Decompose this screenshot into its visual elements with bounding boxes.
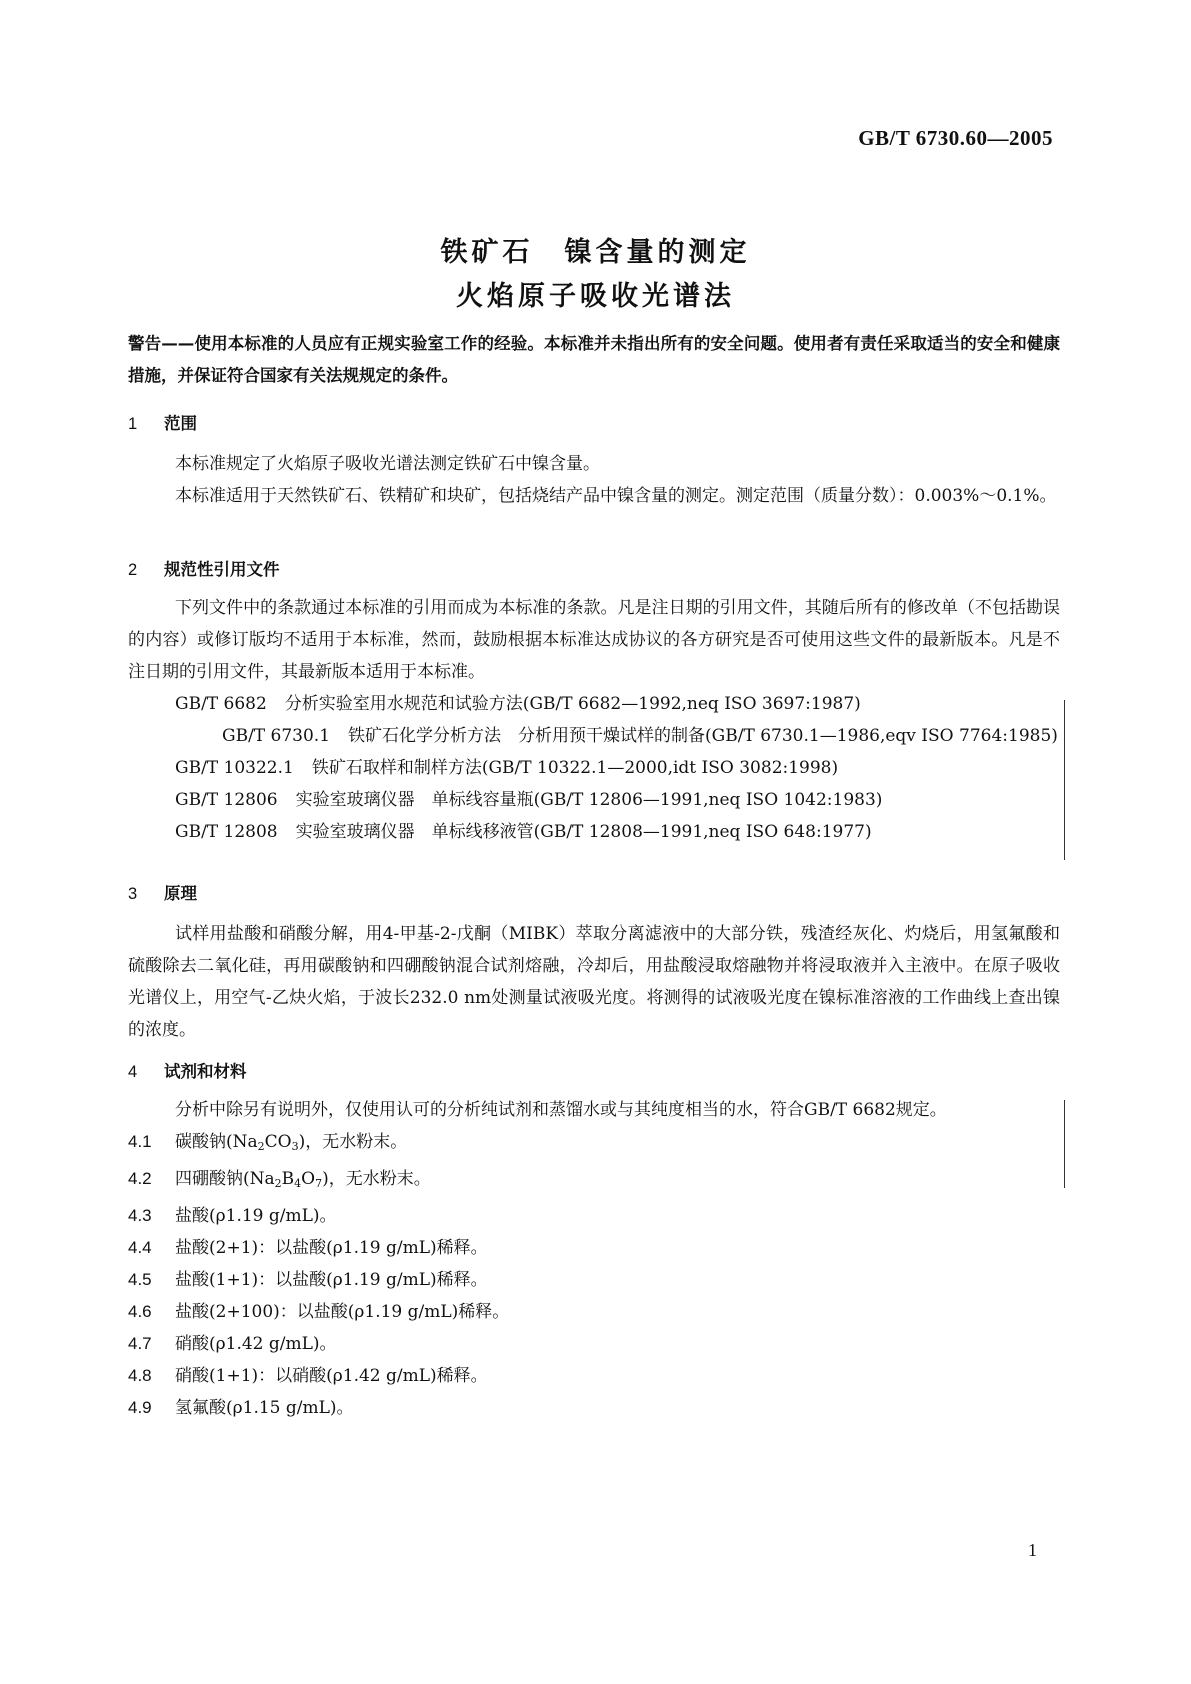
reference-title: 分析实验室用水规范和试验方法(GB/T 6682—1992,neq ISO 3697:1987) [284,694,861,714]
reference-title: 铁矿石取样和制样方法(GB/T 10322.1—2000,idt ISO 3082:1998) [311,758,839,778]
item-number: 4.7 [128,1334,152,1353]
item-number: 4.5 [128,1270,152,1289]
section-number: 4 [128,1063,138,1081]
section-title: 范围 [164,414,197,433]
reference-code: GB/T 12808 [175,822,278,842]
item-text-part: 四硼酸钠(Na [175,1169,275,1189]
reference-item [128,784,1060,816]
subscript: 2 [257,1140,265,1153]
item-number: 4.9 [128,1398,152,1417]
reagent-item [128,1126,1060,1163]
section-number: 3 [128,885,138,903]
standard-code: GB/T 6730.60—2005 [858,126,1053,150]
reference-item [128,720,1060,752]
item-number: 4.8 [128,1366,152,1385]
item-text: 盐酸(2+1)：以盐酸(ρ1.19 g/mL)稀释。 [175,1238,488,1258]
reagent-item [128,1232,1060,1264]
section-2-body [128,592,1060,848]
document-title-line2: 火焰原子吸收光谱法 [456,281,735,312]
item-text: 硝酸(ρ1.42 g/mL)。 [175,1334,337,1354]
paragraph: 试样用盐酸和硝酸分解，用4-甲基-2-戊酮（MIBK）萃取分离滤液中的大部分铁，残渣经灰化、灼烧后，用氢氟酸和硫酸除去二氧化硅，再用碳酸钠和四硼酸钠混合试剂熔融，冷却后，用盐酸浸取熔融物并将浸取液并入主液中。在原子吸收光谱仪上，用空气-乙炔火焰，于波长232.0 nm处测量试液吸光度。将测得的试液吸光度在镍标准溶液的工作曲线上查出镍的浓度。 [128,924,1060,1040]
reference-code: GB/T 6730.1 [222,726,331,746]
reagent-item [128,1360,1060,1392]
reference-item [128,816,1060,848]
section-number: 2 [128,561,138,579]
reference-code: GB/T 12806 [175,790,278,810]
item-text-part: O [301,1169,316,1189]
section-title: 规范性引用文件 [164,560,280,579]
reagent-item [128,1392,1060,1424]
item-number: 4.4 [128,1238,152,1257]
paragraph: 本标准适用于天然铁矿石、铁精矿和块矿，包括烧结产品中镍含量的测定。测定范围（质量分数）：0.003%～0.1%。 [175,486,1057,506]
section-3-heading [128,880,197,904]
item-number: 4.6 [128,1302,152,1321]
change-bar [1064,1100,1065,1188]
item-text: 盐酸(ρ1.19 g/mL)。 [175,1206,337,1226]
reagent-item [128,1200,1060,1232]
section-title: 试剂和材料 [164,1062,247,1081]
reference-item [128,688,1060,720]
reference-title: 铁矿石化学分析方法 分析用预干燥试样的制备(GB/T 6730.1—1986,eqv ISO 7764:1985) [348,726,1058,746]
section-4-heading [128,1058,247,1082]
safety-warning: 警告——使用本标准的人员应有正规实验室工作的经验。本标准并未指出所有的安全问题。使用者有责任采取适当的安全和健康措施，并保证符合国家有关法规规定的条件。 [128,334,1060,385]
paragraph: 下列文件中的条款通过本标准的引用而成为本标准的条款。凡是注日期的引用文件，其随后所有的修改单（不包括勘误的内容）或修订版均不适用于本标准，然而，鼓励根据本标准达成协议的各方研究是否可使用这些文件的最新版本。凡是不注日期的引用文件，其最新版本适用于本标准。 [128,598,1060,682]
item-text-part: 碳酸钠(Na [175,1132,258,1152]
item-text-part: CO [264,1132,292,1152]
change-bar [1064,700,1065,860]
item-text: 氢氟酸(ρ1.15 g/mL)。 [175,1398,354,1418]
item-text: 硝酸(1+1)：以硝酸(ρ1.42 g/mL)稀释。 [175,1366,488,1386]
section-number: 1 [128,415,138,433]
item-number: 4.3 [128,1206,152,1225]
section-1-body [128,448,1060,512]
subscript: 7 [315,1177,323,1190]
item-text-part: )，无水粉末。 [298,1132,408,1152]
reagent-item [128,1328,1060,1360]
reference-item [128,752,1060,784]
subscript: 2 [274,1177,282,1190]
reference-code: GB/T 6682 [175,694,267,714]
section-4-body [128,1094,1060,1424]
section-1-heading [128,410,197,434]
reagent-item [128,1296,1060,1328]
item-text: 盐酸(2+100)：以盐酸(ρ1.19 g/mL)稀释。 [175,1302,510,1322]
document-title-line1: 铁矿石 镍含量的测定 [440,237,751,268]
paragraph: 本标准规定了火焰原子吸收光谱法测定铁矿石中镍含量。 [175,454,600,474]
reagent-item [128,1264,1060,1296]
item-number: 4.1 [128,1132,152,1151]
reference-title: 实验室玻璃仪器 单标线移液管(GB/T 12808—1991,neq ISO 648:1977) [295,822,872,842]
page-number: 1 [1028,1540,1037,1560]
reagent-item [128,1163,1060,1200]
reference-code: GB/T 10322.1 [175,758,294,778]
item-number: 4.2 [128,1169,152,1188]
subscript: 3 [291,1140,299,1153]
subscript: 4 [294,1177,302,1190]
item-text-part: )，无水粉末。 [322,1169,431,1189]
reference-title: 实验室玻璃仪器 单标线容量瓶(GB/T 12806—1991,neq ISO 1042:1983) [295,790,883,810]
section-title: 原理 [164,884,197,903]
item-text: 盐酸(1+1)：以盐酸(ρ1.19 g/mL)稀释。 [175,1270,488,1290]
item-text-part: B [281,1169,295,1189]
section-3-body [128,918,1060,1046]
paragraph: 分析中除另有说明外，仅使用认可的分析纯试剂和蒸馏水或与其纯度相当的水，符合GB/T 6682规定。 [175,1100,947,1120]
section-2-heading [128,556,280,580]
